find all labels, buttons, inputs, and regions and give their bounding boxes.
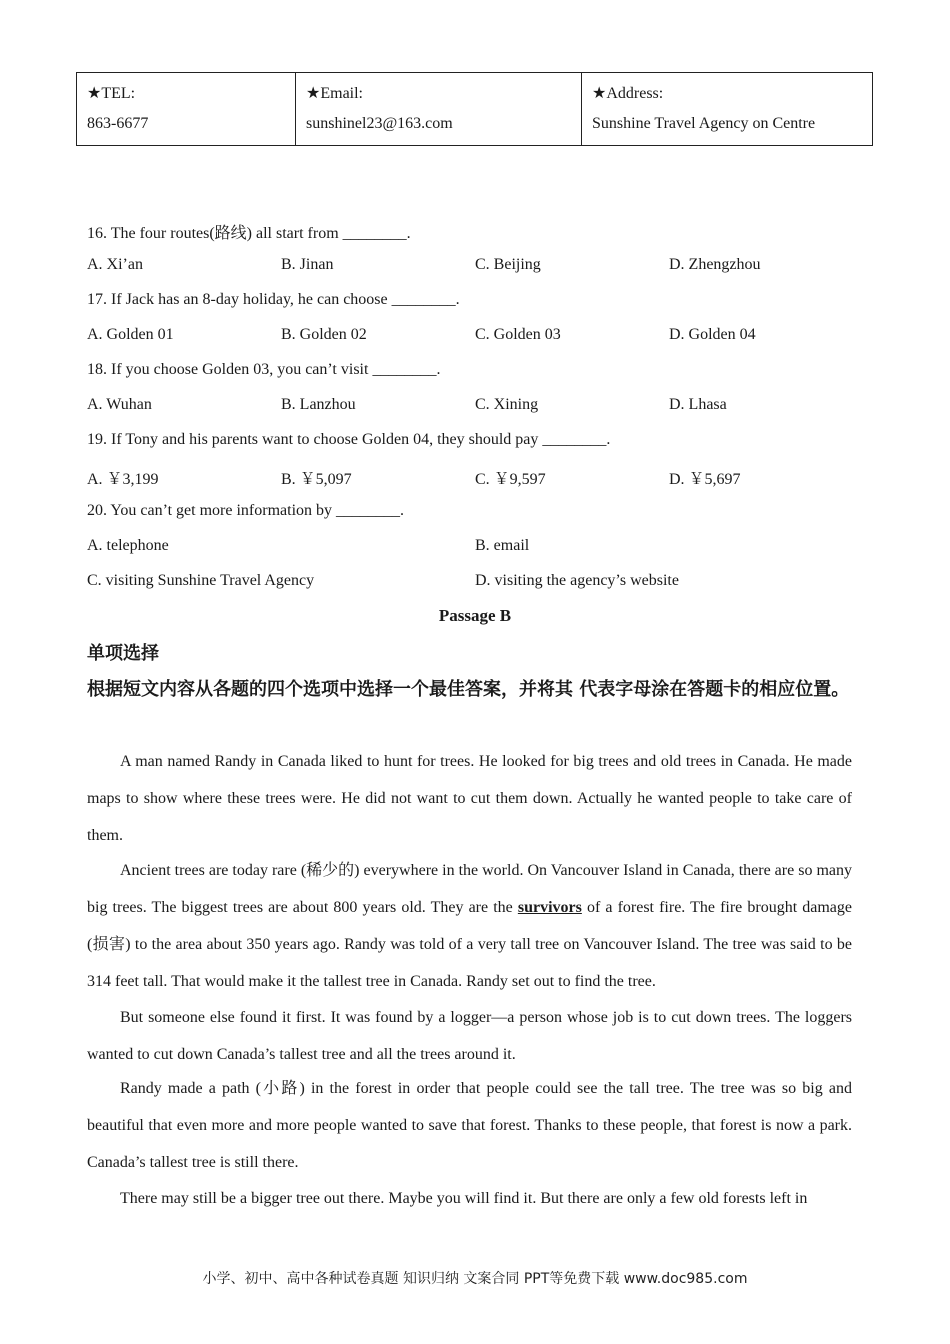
q17-option-a: A. Golden 01 — [87, 326, 174, 343]
q18-option-c: C. Xining — [475, 396, 539, 413]
q16-option-b: B. Jinan — [281, 256, 334, 273]
q20-option-b: B. email — [475, 537, 530, 554]
question-17-stem: 17. If Jack has an 8-day holiday, he can choose ________. — [87, 291, 460, 308]
q16-option-d: D. Zhengzhou — [669, 256, 761, 273]
underlined-word: survivors — [517, 899, 582, 916]
question-18-stem: 18. If you choose Golden 03, you can’t visit ________. — [87, 361, 441, 378]
paragraph-5: There may still be a bigger tree out there. Maybe you will find it. But there are only a few old forests left in — [120, 1190, 808, 1207]
q17-option-b: B. Golden 02 — [281, 326, 367, 343]
contact-table — [76, 72, 873, 146]
paragraph-2: Ancient trees are today rare (稀少的) everywhere in the world. On Vancouver Island in Canada, there are so many big trees. The biggest trees are about 800 years old. They are the survivors of a forest fire. The fire brought damage (损害) to the area about 350 years ago. Randy was told of a very tall tree on Vancouver Island. The tree was said to be 314 feet tall. That would make it the tallest tree in Canada. Randy set out to find the tree. — [87, 862, 853, 990]
email-value: sunshinel23@163.com — [306, 115, 453, 132]
address-label: ★Address: — [592, 85, 664, 102]
q18-option-a: A. Wuhan — [87, 396, 152, 413]
q17-option-c: C. Golden 03 — [475, 326, 561, 343]
tel-label: ★TEL: — [87, 85, 136, 102]
q19-option-d: D. ￥5,697 — [669, 471, 741, 488]
passage-title: Passage B — [438, 606, 512, 625]
q19-option-a: A. ￥3,199 — [87, 471, 159, 488]
section-title: 单项选择 — [87, 643, 159, 664]
address-value: Sunshine Travel Agency on Centre — [592, 115, 816, 132]
footer: 小学、初中、高中各种试卷真题 知识归纳 文案合同 PPT等免费下载 www.doc985.com — [202, 1271, 748, 1287]
q20-option-d: D. visiting the agency’s website — [475, 572, 679, 589]
q19-option-c: C. ￥9,597 — [475, 471, 546, 488]
q20-option-a: A. telephone — [87, 537, 169, 554]
question-19-stem: 19. If Tony and his parents want to choose Golden 04, they should pay ________. — [87, 431, 611, 448]
q18-option-b: B. Lanzhou — [281, 396, 356, 413]
q16-option-c: C. Beijing — [475, 256, 541, 273]
q17-option-d: D. Golden 04 — [669, 326, 756, 343]
q18-option-d: D. Lhasa — [669, 396, 727, 413]
email-label: ★Email: — [306, 85, 363, 102]
paragraph-4: Randy made a path (小路) in the forest in order that people could see the tall tree. The tree was so big and beautiful that even more and more people wanted to save that forest. Thanks to these people, that forest is now a park. Canada’s tallest tree is still there. — [87, 1080, 852, 1171]
tel-cell — [77, 73, 296, 146]
q20-option-c: C. visiting Sunshine Travel Agency — [87, 572, 315, 589]
q19-option-b: B. ￥5,097 — [281, 471, 352, 488]
email-cell — [296, 73, 582, 146]
tel-value: 863-6677 — [87, 115, 149, 132]
question-20-stem: 20. You can’t get more information by ________. — [87, 502, 405, 519]
instruction: 根据短文内容从各题的四个选项中选择一个最佳答案，并将其 代表字母涂在答题卡的相应位置。 — [87, 679, 850, 700]
q16-option-a: A. Xi’an — [87, 256, 143, 273]
question-16-stem: 16. The four routes(路线) all start from ________. — [87, 225, 411, 242]
paragraph-1: A man named Randy in Canada liked to hunt for trees. He looked for big trees and old trees in Canada. He made maps to show where these trees were. He did not want to cut them down. Actually he wanted people to take care of them. — [87, 753, 852, 844]
paragraph-3: But someone else found it first. It was found by a logger—a person whose job is to cut down trees. The loggers wanted to cut down Canada’s tallest tree and all the trees around it. — [87, 1009, 852, 1063]
address-cell — [582, 73, 873, 146]
